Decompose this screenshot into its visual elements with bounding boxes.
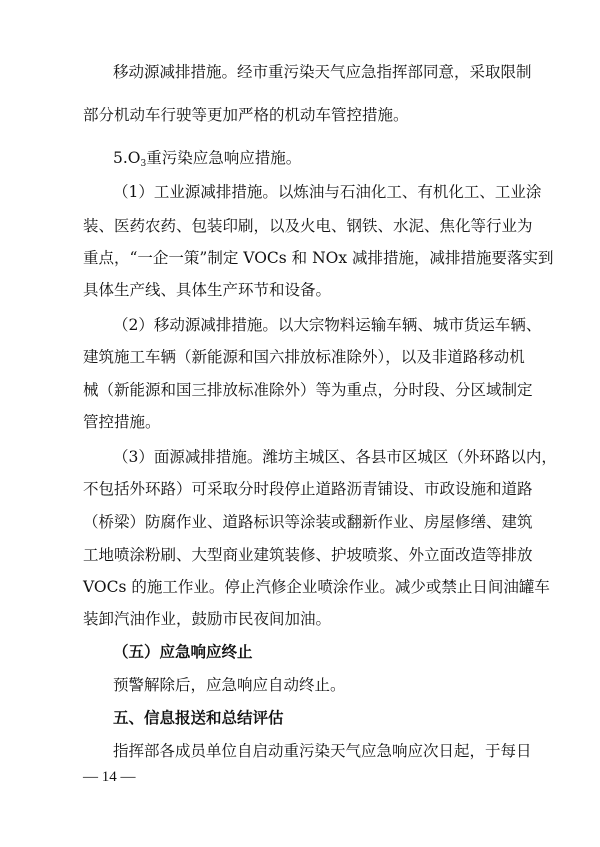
page-number: — 14 — [83,769,136,785]
subsection-title: （五）应急响应终止 [113,642,253,661]
paragraph-line: （1）工业源减排措施。以炼油与石油化工、有机化工、工业涂 [113,183,542,201]
paragraph-line: 装卸汽油作业，鼓励市民夜间加油。 [83,610,332,628]
paragraph-line: 重点，“一企一策”制定 VOCs 和 NOx 减排措施，减排措施要落实到 [83,249,554,267]
section-heading: 五、信息报送和总结评估 [113,709,284,727]
paragraph-line: 工地喷涂粉刷、大型商业建筑装修、护坡喷浆、外立面改造等排放 [83,546,533,564]
paragraph-line: 预警解除后，应急响应自动终止。 [113,676,346,694]
paragraph-line: VOCs 的施工作业。停止汽修企业喷涂作业。减少或禁止日间油罐车 [83,578,550,596]
paragraph-line: 械（新能源和国三排放标准除外）等为重点，分时段、分区域制定 [83,381,533,399]
paragraph-line: （3）面源减排措施。潍坊主城区、各县市区城区（外环路以内， [113,448,557,466]
paragraph-line: 不包括外环路）可采取分时段停止道路沥青铺设、市政设施和道路 [83,480,533,498]
o3-prefix: 5.O [113,149,141,167]
o3-subscript: 3 [140,159,147,169]
paragraph-line: 具体生产线、具体生产环节和设备。 [83,281,332,299]
paragraph-line: （2）移动源减排措施。以大宗物料运输车辆、城市货运车辆、 [113,316,542,334]
paragraph-line: 建筑施工车辆（新能源和国六排放标准除外），以及非道路移动机 [83,348,525,366]
paragraph-line: 移动源减排措施。经市重污染天气应急指挥部同意，采取限制 [113,63,532,81]
paragraph-line: 部分机动车行驶等更加严格的机动车管控措施。 [83,106,409,124]
paragraph-line: 指挥部各成员单位自启动重污染天气应急响应次日起，于每日 [113,742,532,760]
paragraph-line: 装、医药农药、包装印刷，以及火电、钢铁、水泥、焦化等行业为 [83,217,533,235]
o3-title-text: 重污染应急响应措施。 [146,149,302,167]
paragraph-line: （桥梁）防腐作业、道路标识等涂装或翻新作业、房屋修缮、建筑 [83,513,533,531]
paragraph-line: 管控措施。 [83,413,161,431]
section-title-o3 [113,148,600,174]
